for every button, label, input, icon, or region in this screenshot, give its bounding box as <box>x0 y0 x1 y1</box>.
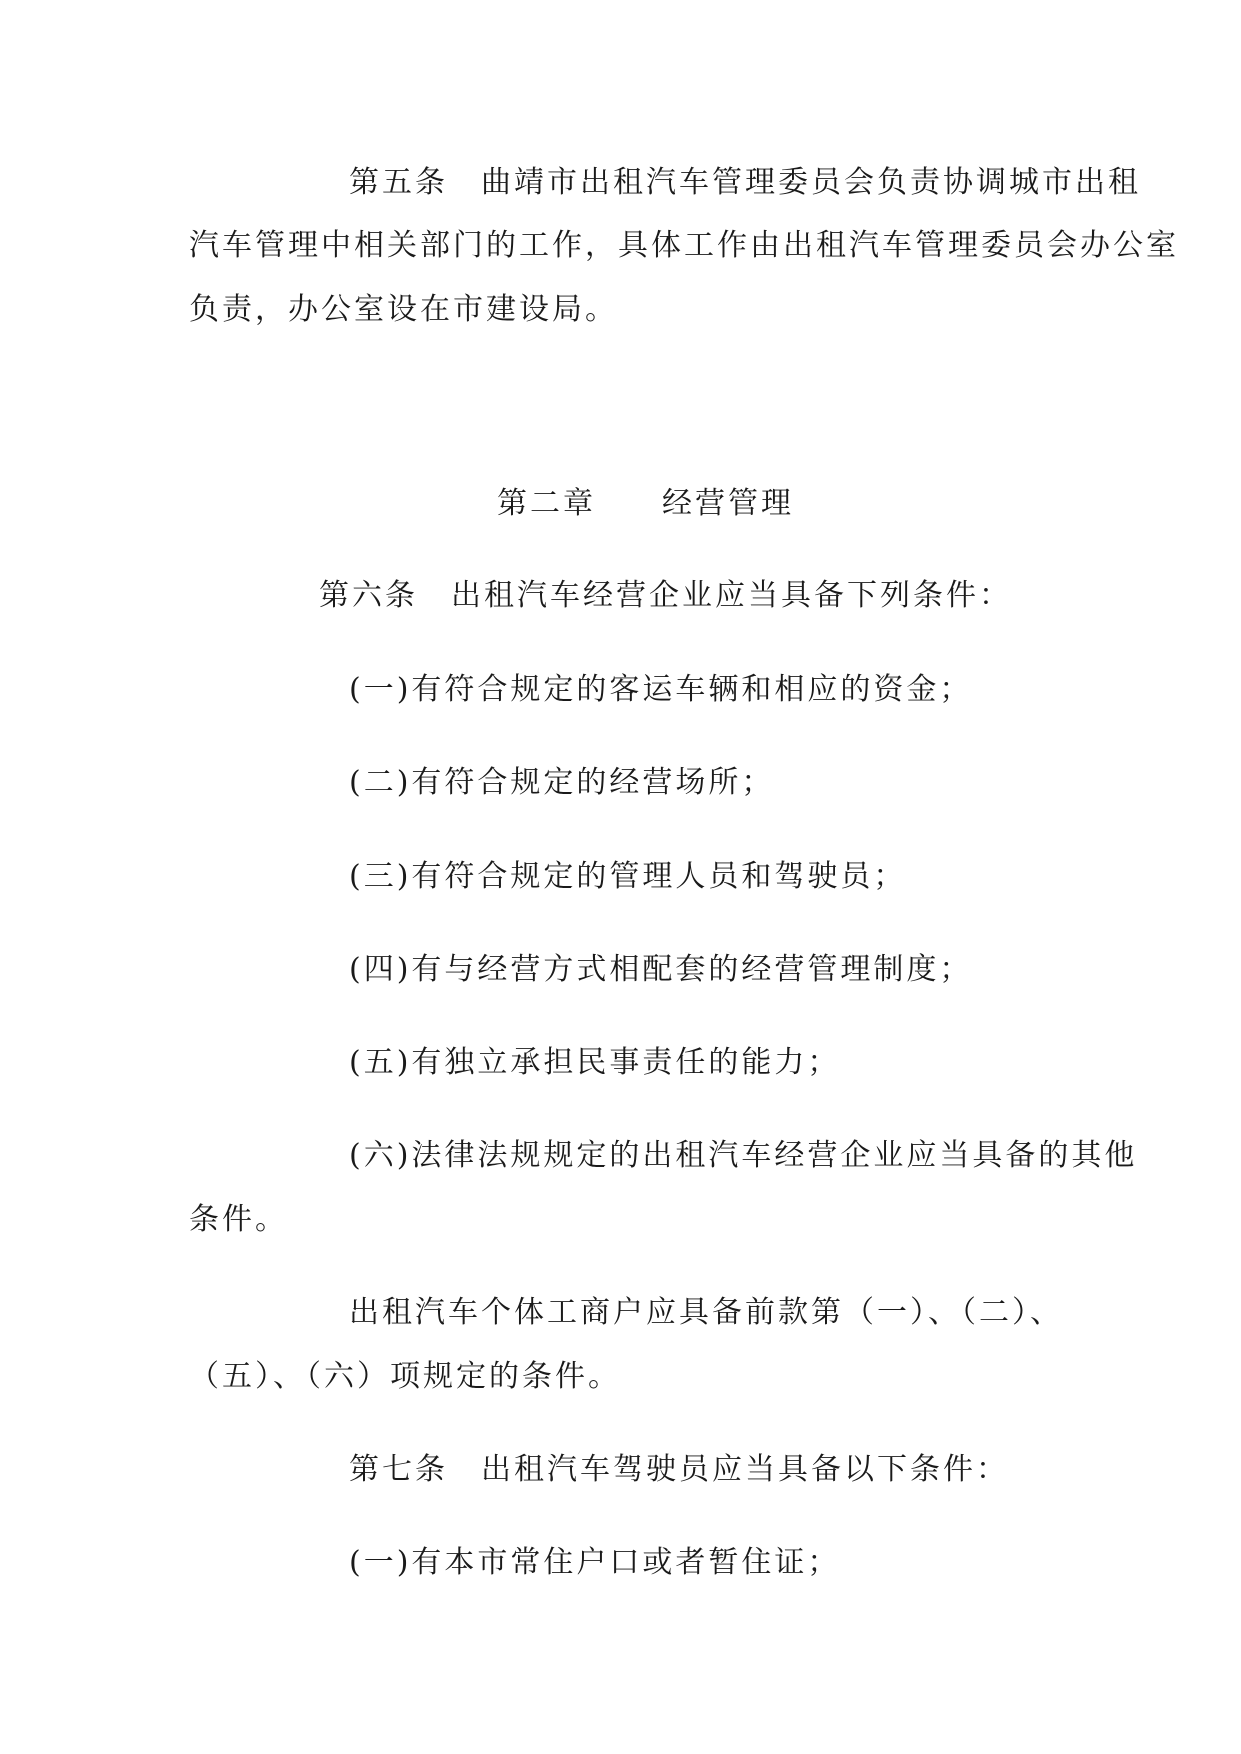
article5-line3: 负责，办公室设在市建设局。 <box>189 292 618 327</box>
article6-item-5: (五)有独立承担民事责任的能力； <box>349 1045 841 1080</box>
article5-line1: 第五条 曲靖市出租汽车管理委员会负责协调城市出租 <box>349 165 1141 200</box>
article7-intro: 第七条 出租汽车驾驶员应当具备以下条件： <box>349 1452 1009 1487</box>
article6-item-4: (四)有与经营方式相配套的经营管理制度； <box>349 952 973 987</box>
article5-line2: 汽车管理中相关部门的工作，具体工作由出租汽车管理委员会办公室 <box>189 228 1179 263</box>
article6-intro: 第六条 出租汽车经营企业应当具备下列条件： <box>319 578 1012 613</box>
article6-item-3: (三)有符合规定的管理人员和驾驶员； <box>349 859 907 894</box>
article6-item-6-continued: 条件。 <box>189 1202 288 1237</box>
article7-item-1: (一)有本市常住户口或者暂住证； <box>349 1545 841 1580</box>
article6-item-1: (一)有符合规定的客运车辆和相应的资金； <box>349 672 973 707</box>
article6-individual-line2: （五）、（六）项规定的条件。 <box>189 1359 621 1394</box>
article6-item-2: (二)有符合规定的经营场所； <box>349 765 775 800</box>
article6-item-6: (六)法律法规规定的出租汽车经营企业应当具备的其他 <box>349 1138 1138 1173</box>
chapter-heading: 第二章 经营管理 <box>497 486 794 521</box>
article6-individual-line1: 出租汽车个体工商户应具备前款第（一）、（二）、 <box>349 1295 1063 1330</box>
